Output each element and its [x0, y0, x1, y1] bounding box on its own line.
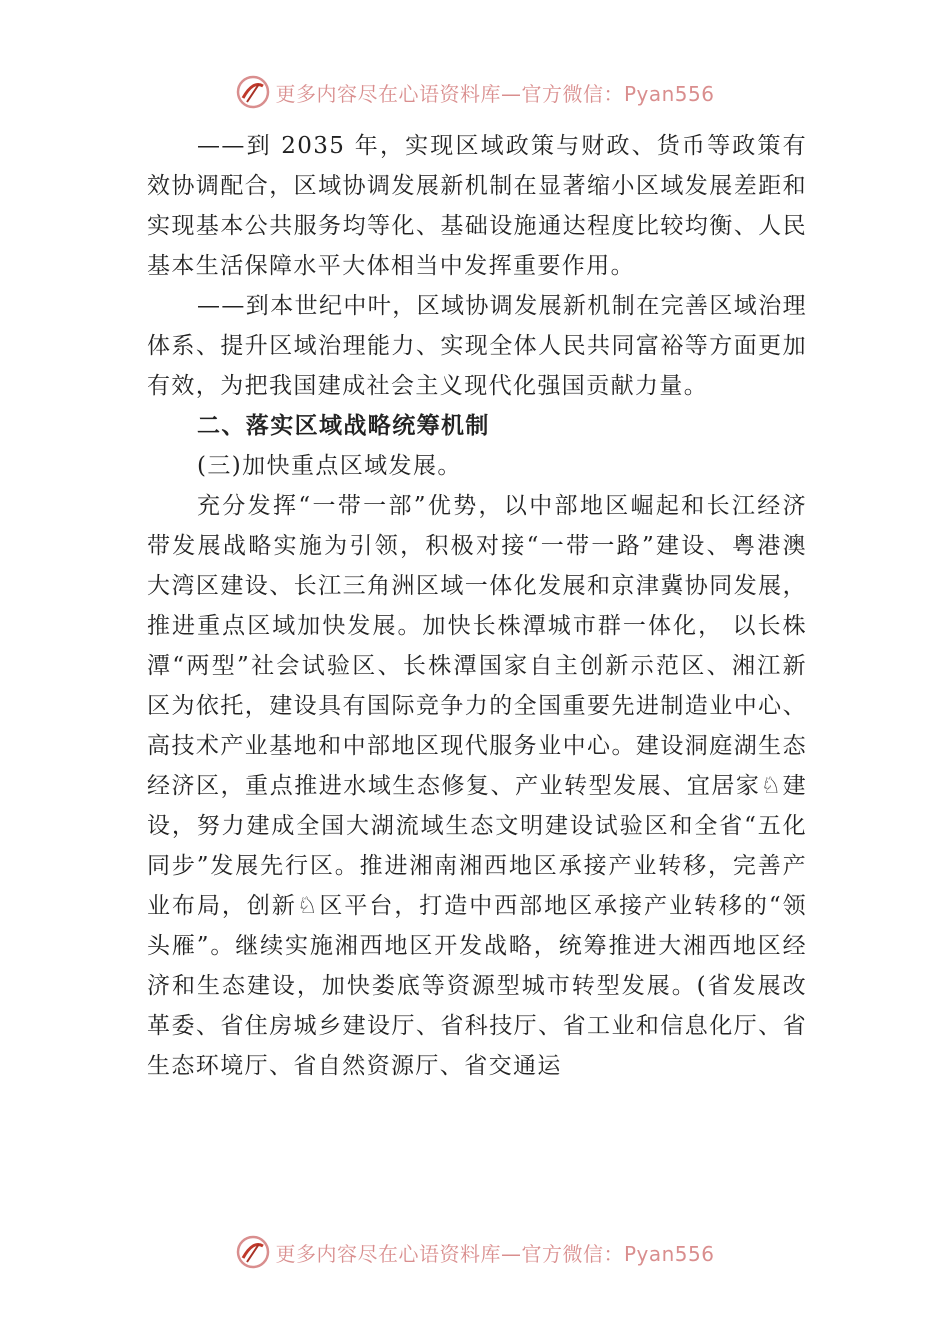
paragraph-key-regions: 充分发挥“一带一部”优势，以中部地区崛起和长江经济带发展战略实施为引领，积极对接“一带一路”建设、粤港澳大湾区建设、长江三角洲区域一体化发展和京津冀协同发展，推进重点区域加快发展。加快长株潭城市群一体化， 以长株潭“两型”社会试验区、长株潭国家自主创新示范区、湘江新区为依托，建设具有国际竞争力的全国重要先进制造业中心、高技术产业基地和中部地区现代服务业中心。建设洞庭湖生态经济区，重点推进水域生态修复、产业转型发展、宜居家♘建设，努力建成全国大湖流域生态文明建设试验区和全省“五化同步”发展先行区。推进湘南湘西地区承接产业转移，完善产业布局，创新♘区平台，打造中西部地区承接产业转移的“领头雁”。继续实施湘西地区开发战略，统筹推进大湘西地区经济和生态建设，加快娄底等资源型城市转型发展。(省发展改革委、省住房城乡建设厅、省科技厅、省工业和信息化厅、省生态环境厅、省自然资源厅、省交通运 [147, 493, 807, 1079]
watermark-text: 更多内容尽在心语资料库—官方微信：Pyan556 [275, 81, 715, 106]
watermark-text: 更多内容尽在心语资料库—官方微信：Pyan556 [275, 1241, 715, 1266]
paragraph-2035-goal: ——到 2035 年，实现区域政策与财政、货币等政策有效协调配合，区域协调发展新机制在显著缩小区域发展差距和实现基本公共服务均等化、基础设施通达程度比较均衡、人民基本生活保障水平大体相当中发挥重要作用。 [147, 133, 807, 279]
document-body [147, 126, 807, 1086]
watermark-logo-icon [235, 1234, 271, 1270]
watermark-logo-icon [235, 74, 271, 110]
paragraph-mid-century-goal: ——到本世纪中叶，区域协调发展新机制在完善区域治理体系、提升区域治理能力、实现全体人民共同富裕等方面更加有效，为把我国建成社会主义现代化强国贡献力量。 [147, 293, 807, 399]
section-heading: 二、落实区域战略统筹机制 [197, 413, 490, 439]
subsection-heading: (三)加快重点区域发展。 [197, 453, 462, 479]
footer-watermark [0, 1232, 950, 1272]
header-watermark [0, 72, 950, 112]
